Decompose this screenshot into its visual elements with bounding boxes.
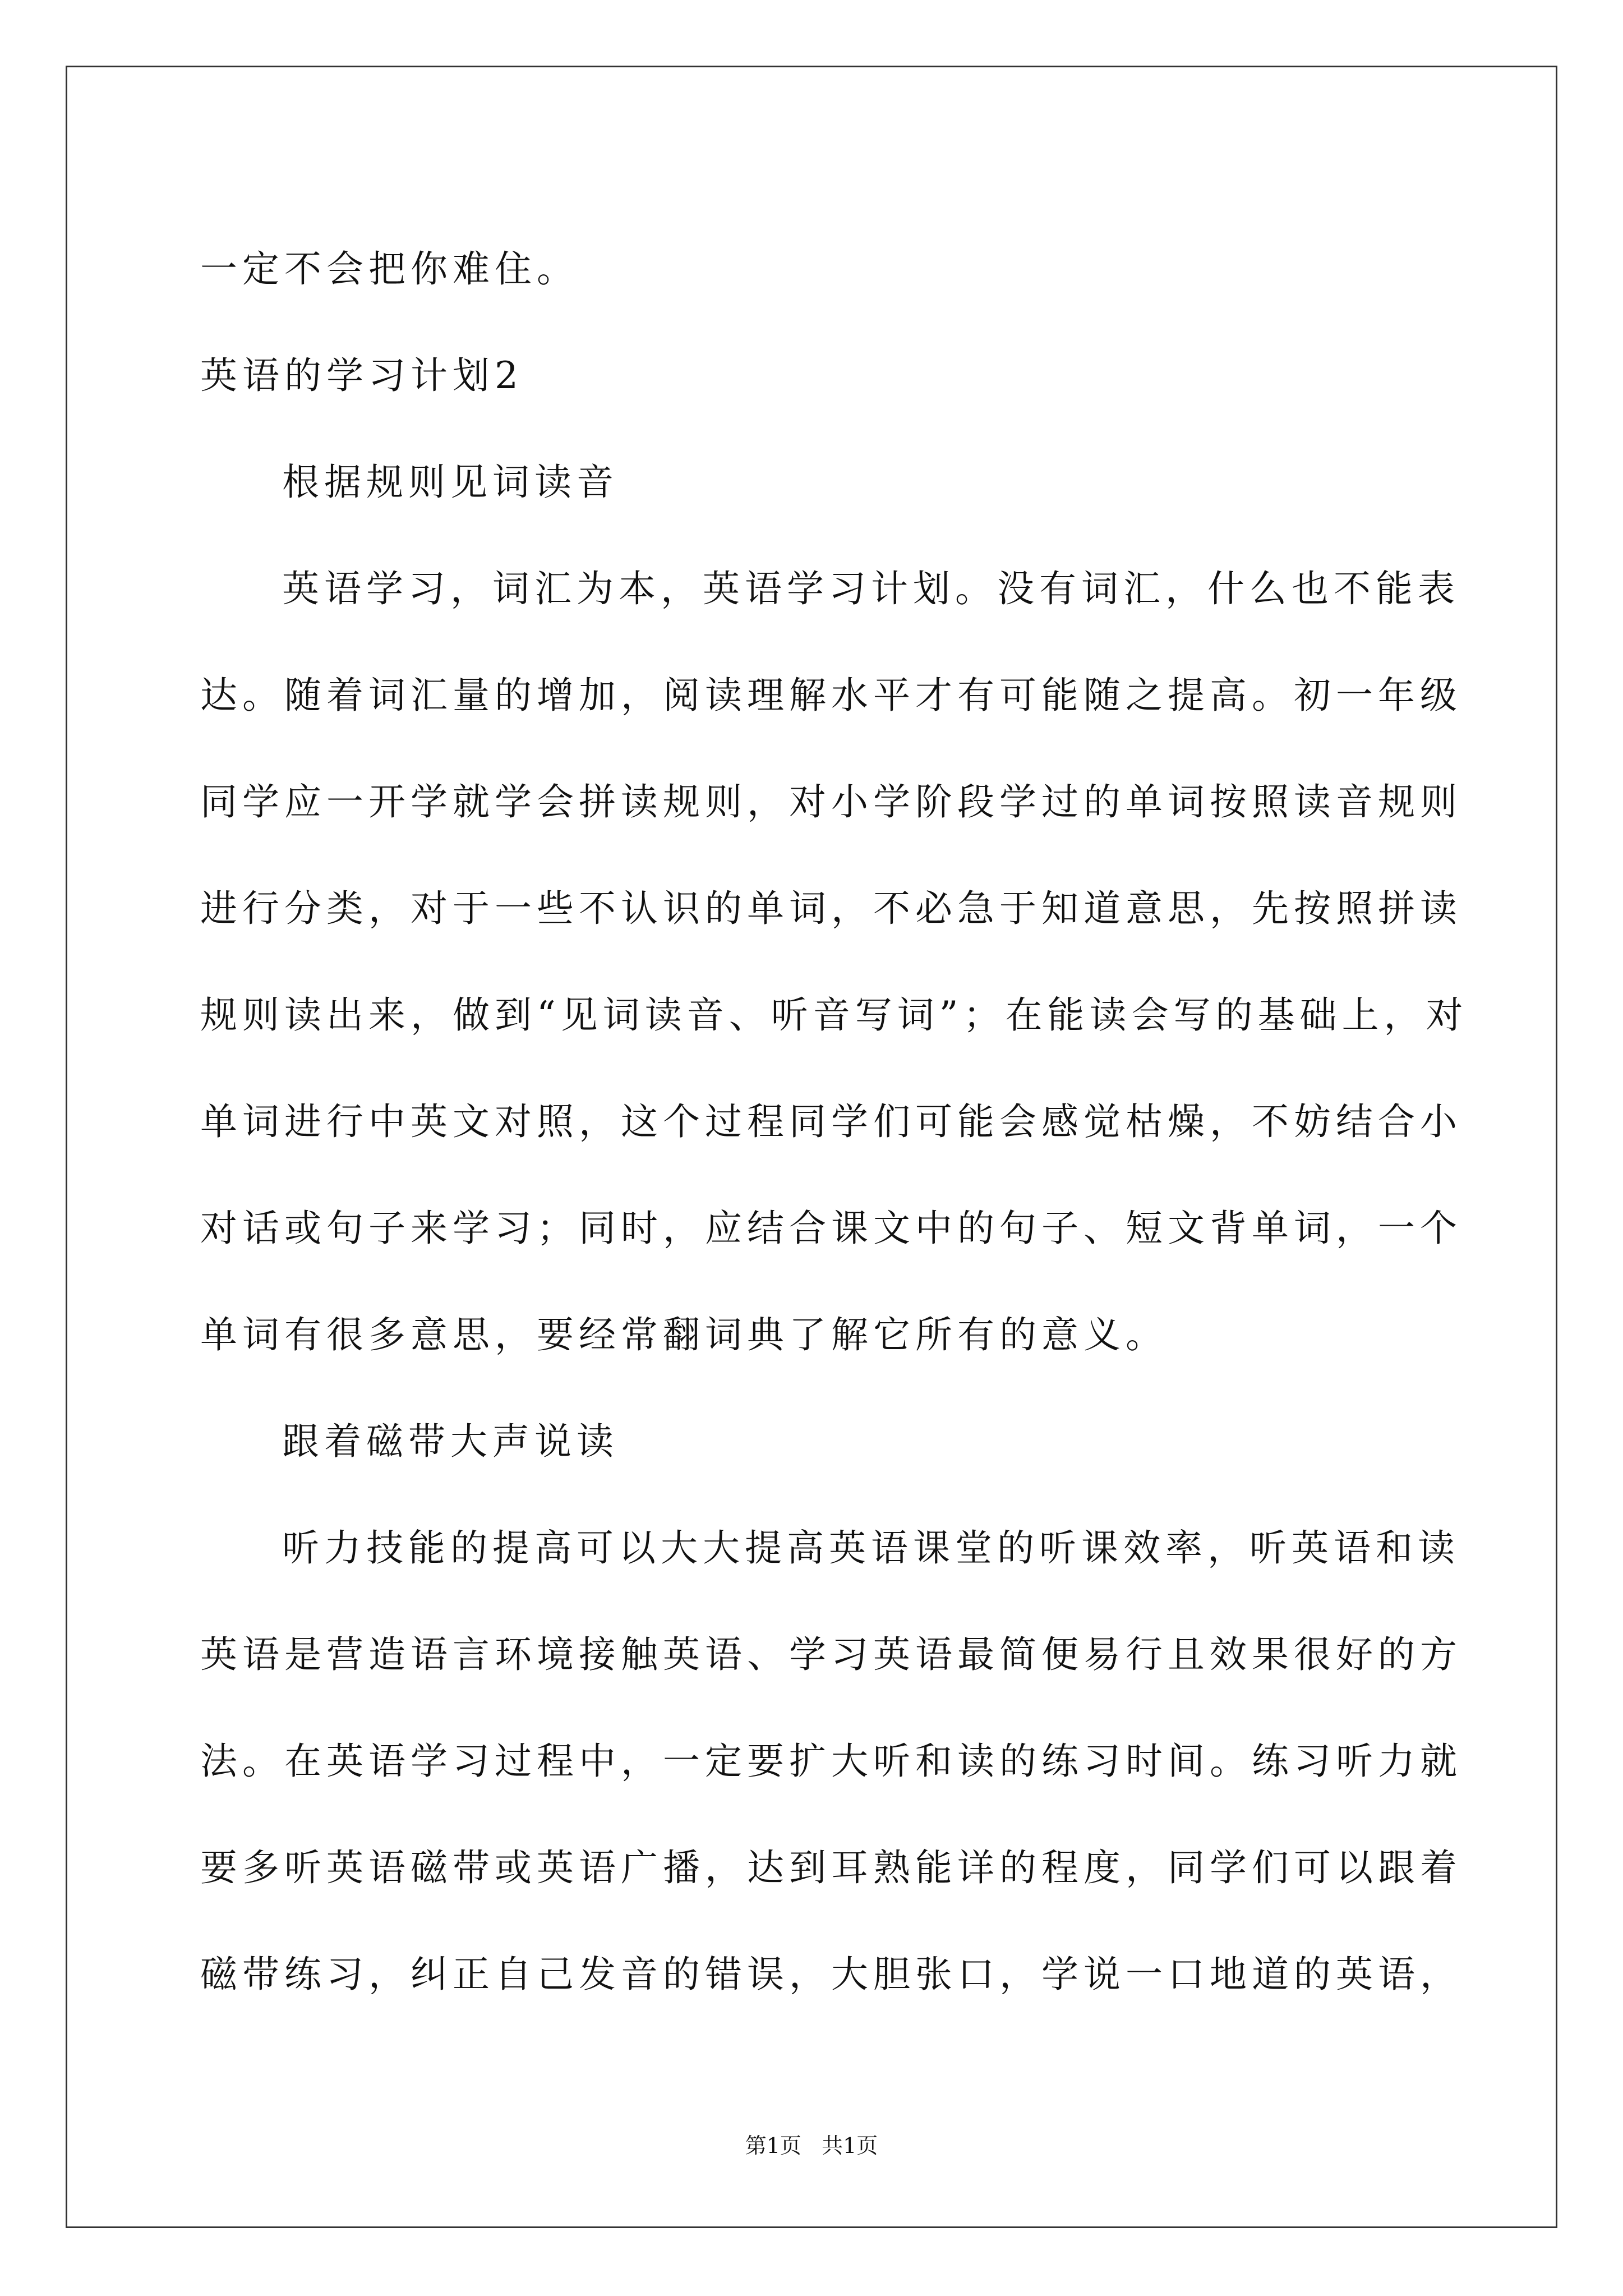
- text-line: 同学应一开学就学会拼读规则，对小学阶段学过的单词按照读音规则: [200, 780, 1462, 823]
- document-body: [200, 216, 1468, 2028]
- text-line: 规则读出来，做到“见词读音、听音写词”；在能读会写的基础上，对: [200, 993, 1468, 1037]
- text-line: 对话或句子来学习；同时，应结合课文中的句子、短文背单词，一个: [200, 1207, 1462, 1250]
- text-line: 进行分类，对于一些不认识的单词，不必急于知道意思，先按照拼读: [200, 887, 1462, 930]
- text-line: 磁带练习，纠正自己发音的错误，大胆张口，学说一口地道的英语，: [200, 1953, 1462, 1996]
- text-line: 英语是营造语言环境接触英语、学习英语最简便易行且效果很好的方: [200, 1633, 1462, 1676]
- subheading: 跟着磁带大声说读: [282, 1420, 619, 1463]
- text-line: 单词进行中英文对照，这个过程同学们可能会感觉枯燥，不妨结合小: [200, 1100, 1462, 1143]
- text-line: 英语学习，词汇为本，英语学习计划。没有词汇，什么也不能表: [282, 567, 1460, 610]
- subheading: 根据规则见词读音: [282, 461, 619, 504]
- text-line: 听力技能的提高可以大大提高英语课堂的听课效率，听英语和读: [282, 1526, 1460, 1570]
- text-line: 要多听英语磁带或英语广播，达到耳熟能详的程度，同学们可以跟着: [200, 1846, 1462, 1889]
- text-line: 单词有很多意思，要经常翻词典了解它所有的意义。: [200, 1313, 1168, 1356]
- page-number: 第1页 共1页: [745, 2133, 878, 2158]
- section-heading: 英语的学习计划2: [200, 354, 523, 397]
- text-line: 一定不会把你难住。: [200, 247, 579, 291]
- text-line: 法。在英语学习过程中，一定要扩大听和读的练习时间。练习听力就: [200, 1740, 1462, 1783]
- text-line: 达。随着词汇量的增加，阅读理解水平才有可能随之提高。初一年级: [200, 674, 1462, 717]
